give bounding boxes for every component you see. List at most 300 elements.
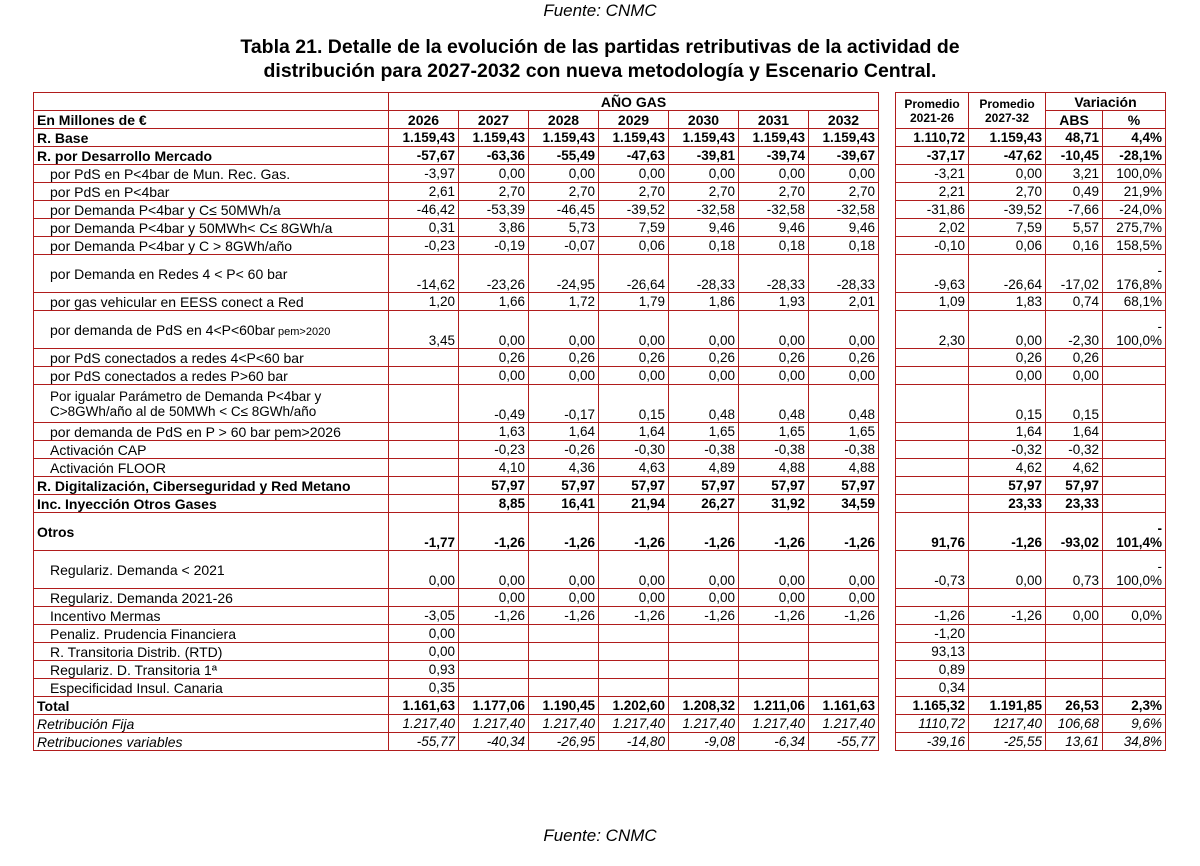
value-cell-2027: -0,49	[459, 385, 529, 423]
abs-variation-cell: -7,66	[1046, 201, 1103, 219]
value-cell-2028: 5,73	[529, 219, 599, 237]
value-cell-2032: 0,26	[809, 349, 879, 367]
value-cell-2029: 1.217,40	[599, 715, 669, 733]
row-label	[34, 367, 389, 385]
value-cell-2027	[459, 661, 529, 679]
summary-row	[896, 293, 1166, 311]
abs-variation-cell: 23,33	[1046, 495, 1103, 513]
value-cell-2028: -24,95	[529, 255, 599, 293]
value-cell-2030: 4,89	[669, 459, 739, 477]
pct-variation-cell	[1103, 311, 1166, 349]
value-cell-2028: 16,41	[529, 495, 599, 513]
year-header-2031: 2031	[739, 111, 809, 129]
abs-variation-cell: 0,26	[1046, 349, 1103, 367]
row-label-text: por gas vehicular en EESS conect a Red	[50, 293, 304, 310]
value-cell-2032: 1.159,43	[809, 129, 879, 147]
row-label	[34, 349, 389, 367]
avg-2021-26-cell	[896, 367, 969, 385]
value-cell-2026	[389, 459, 459, 477]
value-cell-2029: -14,80	[599, 733, 669, 751]
value-cell-2027: 57,97	[459, 477, 529, 495]
value-cell-2027: -1,26	[459, 513, 529, 551]
avg-2021-26-cell: -39,16	[896, 733, 969, 751]
value-cell-2027: 4,10	[459, 459, 529, 477]
pct-variation-cell	[1103, 625, 1166, 643]
value-cell-2026: -0,23	[389, 237, 459, 255]
avg-2021-26-cell: -1,26	[896, 607, 969, 625]
value-cell-2031: -32,58	[739, 201, 809, 219]
value-cell-2029: 2,70	[599, 183, 669, 201]
value-cell-2032: 0,00	[809, 589, 879, 607]
table-row	[34, 423, 879, 441]
value-cell-2032: -55,77	[809, 733, 879, 751]
table-title-line-1: Tabla 21. Detalle de la evolución de las partidas retributivas de la actividad de	[240, 36, 960, 58]
abs-variation-cell	[1046, 589, 1103, 607]
abs-header: ABS	[1046, 111, 1103, 129]
row-label	[34, 679, 389, 697]
value-cell-2028: 0,00	[529, 551, 599, 589]
summary-row	[896, 733, 1166, 751]
avg-2021-26-cell	[896, 495, 969, 513]
value-cell-2030: 1.159,43	[669, 129, 739, 147]
abs-variation-cell	[1046, 643, 1103, 661]
value-cell-2027: 0,00	[459, 165, 529, 183]
value-cell-2032: 34,59	[809, 495, 879, 513]
summary-row	[896, 697, 1166, 715]
value-cell-2031: -1,26	[739, 513, 809, 551]
value-cell-2027: 1.217,40	[459, 715, 529, 733]
value-cell-2027: 0,26	[459, 349, 529, 367]
abs-variation-cell: -10,45	[1046, 147, 1103, 165]
value-cell-2028: 1,72	[529, 293, 599, 311]
avg-2027-32-cell: 23,33	[969, 495, 1046, 513]
abs-variation-cell: 57,97	[1046, 477, 1103, 495]
pct-variation-cell	[1103, 441, 1166, 459]
value-cell-2031: -0,38	[739, 441, 809, 459]
value-cell-2030: -0,38	[669, 441, 739, 459]
avg-2027-32-cell	[969, 661, 1046, 679]
pct-sign: -	[1157, 319, 1162, 334]
table-row	[34, 679, 879, 697]
value-cell-2027: 2,70	[459, 183, 529, 201]
summary-row	[896, 129, 1166, 147]
avg-2027-32-cell: 0,15	[969, 385, 1046, 423]
pct-variation-cell	[1103, 349, 1166, 367]
avg-2021-26-cell: -1,20	[896, 625, 969, 643]
value-cell-2031: 0,00	[739, 589, 809, 607]
value-cell-2026: 3,45	[389, 311, 459, 349]
table-row	[34, 625, 879, 643]
table-row	[34, 293, 879, 311]
year-header-2032: 2032	[809, 111, 879, 129]
value-cell-2031: 1,93	[739, 293, 809, 311]
row-label-text: Total	[37, 697, 70, 714]
pct-variation-cell	[1103, 513, 1166, 551]
value-cell-2027: -0,19	[459, 237, 529, 255]
avg-2021-26-cell: 1.165,32	[896, 697, 969, 715]
value-cell-2029: -26,64	[599, 255, 669, 293]
value-cell-2031: 0,48	[739, 385, 809, 423]
value-cell-2030: -28,33	[669, 255, 739, 293]
avg-2021-26-cell: -0,73	[896, 551, 969, 589]
value-cell-2027: 1,66	[459, 293, 529, 311]
value-cell-2032: -39,67	[809, 147, 879, 165]
value-cell-2028: -26,95	[529, 733, 599, 751]
row-label	[34, 551, 389, 589]
value-cell-2027: 0,00	[459, 589, 529, 607]
avg-2021-26-cell: 2,21	[896, 183, 969, 201]
avg-2027-32-cell: 1.159,43	[969, 129, 1046, 147]
value-cell-2031: 1.211,06	[739, 697, 809, 715]
value-cell-2026	[389, 423, 459, 441]
summary-row	[896, 477, 1166, 495]
table-row	[34, 441, 879, 459]
avg-2021-26-cell	[896, 477, 969, 495]
row-label	[34, 495, 389, 513]
pct-variation-cell: 100,0%	[1103, 165, 1166, 183]
row-label	[34, 183, 389, 201]
pct-value: 100,0%	[1116, 573, 1162, 588]
avg-2027-32-cell: 57,97	[969, 477, 1046, 495]
row-label	[34, 459, 389, 477]
value-cell-2028: -0,07	[529, 237, 599, 255]
summary-row	[896, 625, 1166, 643]
avg-2027-32-header	[969, 93, 1046, 129]
value-cell-2032	[809, 625, 879, 643]
table-row	[34, 367, 879, 385]
value-cell-2027: 0,00	[459, 311, 529, 349]
value-cell-2029	[599, 661, 669, 679]
pct-variation-cell	[1103, 385, 1166, 423]
summary-row	[896, 349, 1166, 367]
avg-2021-26-cell: 93,13	[896, 643, 969, 661]
value-cell-2029: 0,15	[599, 385, 669, 423]
abs-variation-cell: 0,49	[1046, 183, 1103, 201]
value-cell-2031: 31,92	[739, 495, 809, 513]
value-cell-2029	[599, 679, 669, 697]
value-cell-2030: 0,00	[669, 367, 739, 385]
avg-2021-26-cell	[896, 441, 969, 459]
avg-2021-26-cell	[896, 385, 969, 423]
value-cell-2030: 1,65	[669, 423, 739, 441]
value-cell-2031	[739, 679, 809, 697]
summary-row	[896, 255, 1166, 293]
summary-row	[896, 147, 1166, 165]
value-cell-2026: 1,20	[389, 293, 459, 311]
abs-variation-cell: 0,00	[1046, 367, 1103, 385]
value-cell-2029: 57,97	[599, 477, 669, 495]
value-cell-2026: 1.217,40	[389, 715, 459, 733]
value-cell-2029: 21,94	[599, 495, 669, 513]
row-label-text: Regulariz. Demanda 2021-26	[50, 589, 233, 606]
avg-2021-26-cell: -3,21	[896, 165, 969, 183]
value-cell-2026: -3,97	[389, 165, 459, 183]
value-cell-2032: 0,00	[809, 367, 879, 385]
pct-variation-cell: 9,6%	[1103, 715, 1166, 733]
value-cell-2031: 1,65	[739, 423, 809, 441]
abs-variation-cell: -2,30	[1046, 311, 1103, 349]
value-cell-2029: 1,64	[599, 423, 669, 441]
value-cell-2027: -40,34	[459, 733, 529, 751]
value-cell-2028	[529, 625, 599, 643]
summary-row	[896, 643, 1166, 661]
value-cell-2032: 0,00	[809, 551, 879, 589]
table-row	[34, 589, 879, 607]
value-cell-2029: 1,79	[599, 293, 669, 311]
value-cell-2026: 0,00	[389, 643, 459, 661]
row-label	[34, 661, 389, 679]
avg-2027-32-cell: -1,26	[969, 513, 1046, 551]
pct-variation-cell	[1103, 459, 1166, 477]
abs-variation-cell: -93,02	[1046, 513, 1103, 551]
row-label-suffix: pem>2020	[278, 325, 331, 338]
abs-variation-cell: 0,00	[1046, 607, 1103, 625]
row-label-text: Activación CAP	[50, 441, 147, 458]
row-label	[34, 625, 389, 643]
value-cell-2030: 0,00	[669, 165, 739, 183]
table-row	[34, 715, 879, 733]
avg-2027-32-header-line1: Promedio	[979, 96, 1035, 111]
value-cell-2030: 57,97	[669, 477, 739, 495]
value-cell-2029: 0,06	[599, 237, 669, 255]
row-label-text: Especificidad Insul. Canaria	[50, 679, 223, 696]
value-cell-2029: -0,30	[599, 441, 669, 459]
avg-2027-32-cell: 0,00	[969, 165, 1046, 183]
value-cell-2031: 4,88	[739, 459, 809, 477]
avg-2021-26-cell: 0,89	[896, 661, 969, 679]
value-cell-2031: -39,74	[739, 147, 809, 165]
summary-row	[896, 495, 1166, 513]
value-cell-2026: -55,77	[389, 733, 459, 751]
avg-2027-32-cell: 0,00	[969, 551, 1046, 589]
abs-variation-cell: 0,74	[1046, 293, 1103, 311]
pct-variation-cell: 158,5%	[1103, 237, 1166, 255]
table-row	[34, 661, 879, 679]
value-cell-2026	[389, 495, 459, 513]
avg-2021-26-cell: 1,09	[896, 293, 969, 311]
avg-2027-32-cell: 1217,40	[969, 715, 1046, 733]
value-cell-2028: 0,00	[529, 589, 599, 607]
value-cell-2030	[669, 661, 739, 679]
abs-variation-cell: 5,57	[1046, 219, 1103, 237]
table-row	[34, 733, 879, 751]
value-cell-2030: 1.217,40	[669, 715, 739, 733]
row-label	[34, 293, 389, 311]
variation-header: Variación	[1046, 93, 1166, 111]
pct-variation-cell	[1103, 477, 1166, 495]
value-cell-2031: 0,00	[739, 367, 809, 385]
row-label	[34, 219, 389, 237]
abs-variation-cell: 4,62	[1046, 459, 1103, 477]
value-cell-2028	[529, 643, 599, 661]
pct-variation-cell	[1103, 661, 1166, 679]
row-label-text: por PdS conectados a redes 4<P<60 bar	[50, 349, 304, 366]
table-title-line-2: distribución para 2027-2032 con nueva metodología y Escenario Central.	[263, 60, 937, 82]
avg-2027-32-cell: 1.191,85	[969, 697, 1046, 715]
value-cell-2030: 0,00	[669, 551, 739, 589]
value-cell-2026	[389, 477, 459, 495]
value-cell-2027: 8,85	[459, 495, 529, 513]
avg-2027-32-header-line2: 2027-32	[984, 110, 1030, 125]
abs-variation-cell: 0,16	[1046, 237, 1103, 255]
value-cell-2032: 1.161,63	[809, 697, 879, 715]
summary-row	[896, 441, 1166, 459]
summary-row	[896, 459, 1166, 477]
value-cell-2032: 2,70	[809, 183, 879, 201]
header-blank-cell	[34, 93, 389, 111]
row-label	[34, 697, 389, 715]
avg-2021-26-header-line2: 2021-26	[909, 110, 955, 125]
row-label-text: Otros	[37, 523, 75, 540]
value-cell-2029: -47,63	[599, 147, 669, 165]
value-cell-2027	[459, 679, 529, 697]
table-row	[34, 459, 879, 477]
value-cell-2028: 0,00	[529, 165, 599, 183]
avg-2027-32-cell: 7,59	[969, 219, 1046, 237]
avg-2021-26-cell: 0,34	[896, 679, 969, 697]
row-label-text: por PdS conectados a redes P>60 bar	[50, 367, 288, 384]
value-cell-2031: 0,26	[739, 349, 809, 367]
pct-variation-cell	[1103, 643, 1166, 661]
table-row	[34, 129, 879, 147]
value-cell-2027: 0,00	[459, 367, 529, 385]
value-cell-2029	[599, 643, 669, 661]
row-label	[34, 385, 389, 423]
pct-header: %	[1103, 111, 1166, 129]
summary-row	[896, 237, 1166, 255]
value-cell-2026	[389, 349, 459, 367]
table-row	[34, 643, 879, 661]
row-label	[34, 589, 389, 607]
avg-2027-32-cell: 2,70	[969, 183, 1046, 201]
value-cell-2030: 26,27	[669, 495, 739, 513]
pct-value: 176,8%	[1116, 277, 1162, 292]
table-row	[34, 697, 879, 715]
value-cell-2027: -63,36	[459, 147, 529, 165]
value-cell-2027: 0,00	[459, 551, 529, 589]
abs-variation-cell: -17,02	[1046, 255, 1103, 293]
value-cell-2026: -14,62	[389, 255, 459, 293]
unit-label: En Millones de €	[34, 111, 389, 129]
abs-variation-cell: 106,68	[1046, 715, 1103, 733]
row-label	[34, 643, 389, 661]
avg-2027-32-cell	[969, 589, 1046, 607]
value-cell-2027: 3,86	[459, 219, 529, 237]
value-cell-2028: 0,00	[529, 367, 599, 385]
value-cell-2028: 1.190,45	[529, 697, 599, 715]
pct-variation-cell	[1103, 495, 1166, 513]
pct-variation-cell: 4,4%	[1103, 129, 1166, 147]
pct-value: 101,4%	[1116, 535, 1162, 550]
value-cell-2028: 1.217,40	[529, 715, 599, 733]
pct-variation-cell	[1103, 423, 1166, 441]
abs-variation-cell: 26,53	[1046, 697, 1103, 715]
summary-row	[896, 367, 1166, 385]
value-cell-2026: 0,00	[389, 625, 459, 643]
pct-variation-cell: 0,0%	[1103, 607, 1166, 625]
summary-row	[896, 423, 1166, 441]
value-cell-2027: 1,63	[459, 423, 529, 441]
avg-2027-32-cell: 0,00	[969, 311, 1046, 349]
avg-2027-32-cell: -25,55	[969, 733, 1046, 751]
row-label-text: por demanda de PdS en P > 60 bar pem>2026	[50, 423, 341, 440]
value-cell-2028: 2,70	[529, 183, 599, 201]
abs-variation-cell	[1046, 679, 1103, 697]
value-cell-2027: -23,26	[459, 255, 529, 293]
pct-variation-cell: 21,9%	[1103, 183, 1166, 201]
pct-variation-cell	[1103, 255, 1166, 293]
row-label-text: por demanda de PdS en 4<P<60bar	[50, 321, 275, 338]
pct-variation-cell: -24,0%	[1103, 201, 1166, 219]
table-row	[34, 219, 879, 237]
row-label-line2: C>8GWh/año al de 50MWh < C≤ 8GWh/año	[50, 403, 317, 419]
summary-row	[896, 715, 1166, 733]
year-header-2027: 2027	[459, 111, 529, 129]
value-cell-2030: 0,26	[669, 349, 739, 367]
value-cell-2026	[389, 589, 459, 607]
value-cell-2029: -1,26	[599, 607, 669, 625]
value-cell-2028: 0,00	[529, 311, 599, 349]
avg-2027-32-cell	[969, 625, 1046, 643]
summary-row	[896, 219, 1166, 237]
value-cell-2028: -1,26	[529, 513, 599, 551]
avg-2021-26-cell	[896, 349, 969, 367]
value-cell-2027: 1.159,43	[459, 129, 529, 147]
value-cell-2028: -1,26	[529, 607, 599, 625]
value-cell-2032: 0,48	[809, 385, 879, 423]
value-cell-2029: 7,59	[599, 219, 669, 237]
row-label	[34, 733, 389, 751]
value-cell-2026	[389, 367, 459, 385]
summary-table	[895, 92, 1166, 751]
abs-variation-cell: 13,61	[1046, 733, 1103, 751]
value-cell-2031: 1.217,40	[739, 715, 809, 733]
table-row	[34, 165, 879, 183]
value-cell-2026: -46,42	[389, 201, 459, 219]
value-cell-2030: 0,48	[669, 385, 739, 423]
row-label	[34, 237, 389, 255]
pct-variation-cell	[1103, 551, 1166, 589]
value-cell-2032	[809, 661, 879, 679]
avg-2027-32-cell: -26,64	[969, 255, 1046, 293]
value-cell-2028: -0,26	[529, 441, 599, 459]
value-cell-2028	[529, 679, 599, 697]
pct-sign: -	[1157, 521, 1162, 536]
value-cell-2028: 0,26	[529, 349, 599, 367]
value-cell-2031	[739, 643, 809, 661]
avg-2021-26-cell: 2,30	[896, 311, 969, 349]
value-cell-2030: 0,18	[669, 237, 739, 255]
table-row	[34, 237, 879, 255]
value-cell-2031: 0,00	[739, 311, 809, 349]
value-cell-2026	[389, 441, 459, 459]
value-cell-2028: -46,45	[529, 201, 599, 219]
pct-sign: -	[1157, 263, 1162, 278]
row-label-text: por Demanda P<4bar y C > 8GWh/año	[50, 237, 293, 254]
value-cell-2029: 1.202,60	[599, 697, 669, 715]
abs-variation-cell: 1,64	[1046, 423, 1103, 441]
pct-variation-cell	[1103, 367, 1166, 385]
pct-variation-cell: 2,3%	[1103, 697, 1166, 715]
value-cell-2026: -3,05	[389, 607, 459, 625]
value-cell-2032: 0,18	[809, 237, 879, 255]
value-cell-2032: 9,46	[809, 219, 879, 237]
row-label-text: Incentivo Mermas	[50, 607, 161, 624]
value-cell-2026	[389, 385, 459, 423]
pct-variation-cell	[1103, 679, 1166, 697]
summary-row	[896, 589, 1166, 607]
pct-variation-cell: 68,1%	[1103, 293, 1166, 311]
